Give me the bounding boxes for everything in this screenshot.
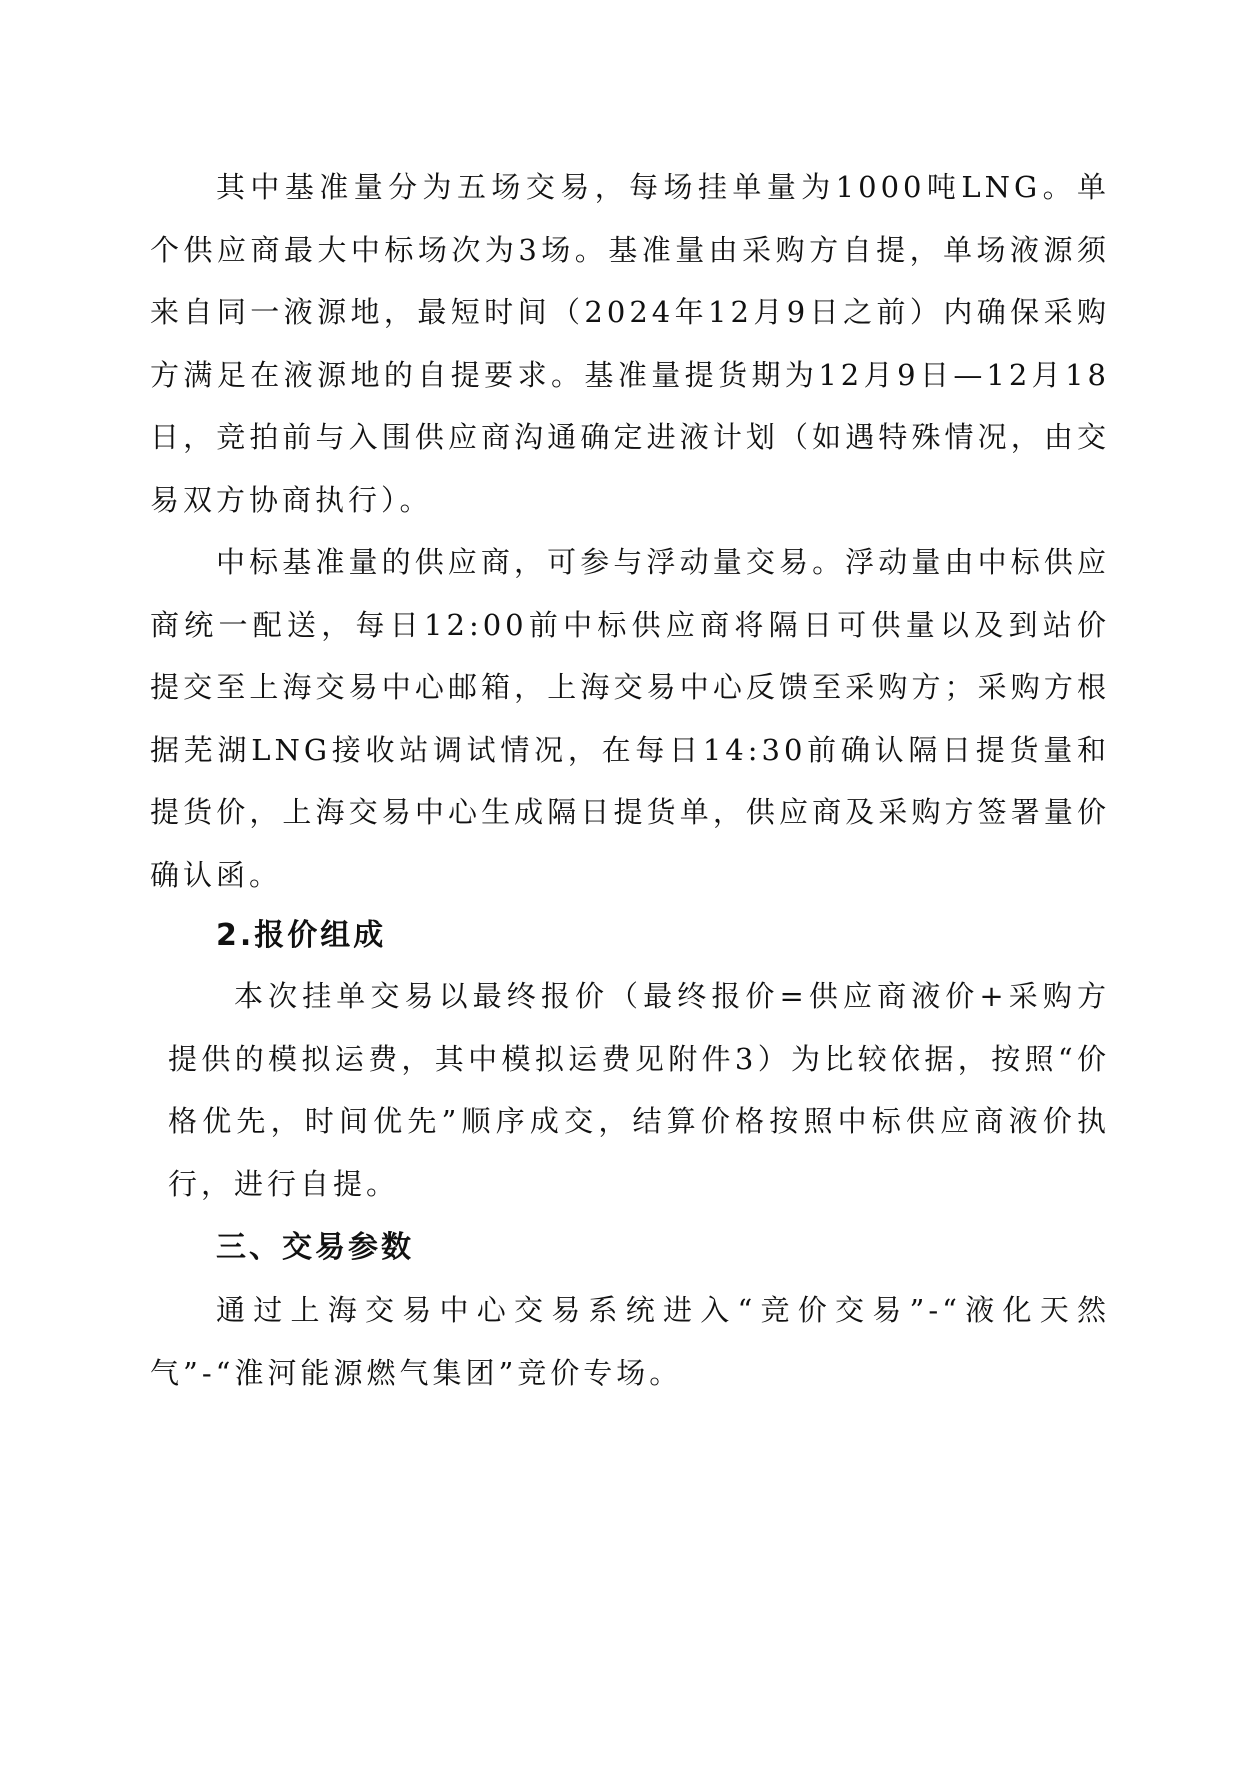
paragraph-quote-composition: 本次挂单交易以最终报价（最终报价=供应商液价+采购方提供的模拟运费，其中模拟运费见附件3）为比较依据，按照“价格优先，时间优先”顺序成交，结算价格按照中标供应商液价执行，进行自提。 xyxy=(168,979,1110,1201)
heading-quote-composition: 2.报价组成 xyxy=(216,918,387,953)
paragraph-benchmark-volume: 其中基准量分为五场交易，每场挂单量为1000吨LNG。单个供应商最大中标场次为3场。基准量由采购方自提，单场液源须来自同一液源地，最短时间（2024年12月9日之前）内确保采购方满足在液源地的自提要求。基准量提货期为12月9日—12月18日，竞拍前与入围供应商沟通确定进液计划（如遇特殊情况，由交易双方协商执行）。 xyxy=(150,170,1110,517)
heading-trading-parameters: 三、交易参数 xyxy=(216,1230,414,1265)
paragraph-trading-parameters: 通过上海交易中心交易系统进入“竞价交易”-“液化天然气”-“淮河能源燃气集团”竞价专场。 xyxy=(150,1293,1110,1390)
paragraph-floating-volume: 中标基准量的供应商，可参与浮动量交易。浮动量由中标供应商统一配送，每日12:00前中标供应商将隔日可供量以及到站价提交至上海交易中心邮箱，上海交易中心反馈至采购方；采购方根据芜湖LNG接收站调试情况，在每日14:30前确认隔日提货量和提货价，上海交易中心生成隔日提货单，供应商及采购方签署量价确认函。 xyxy=(150,545,1110,892)
